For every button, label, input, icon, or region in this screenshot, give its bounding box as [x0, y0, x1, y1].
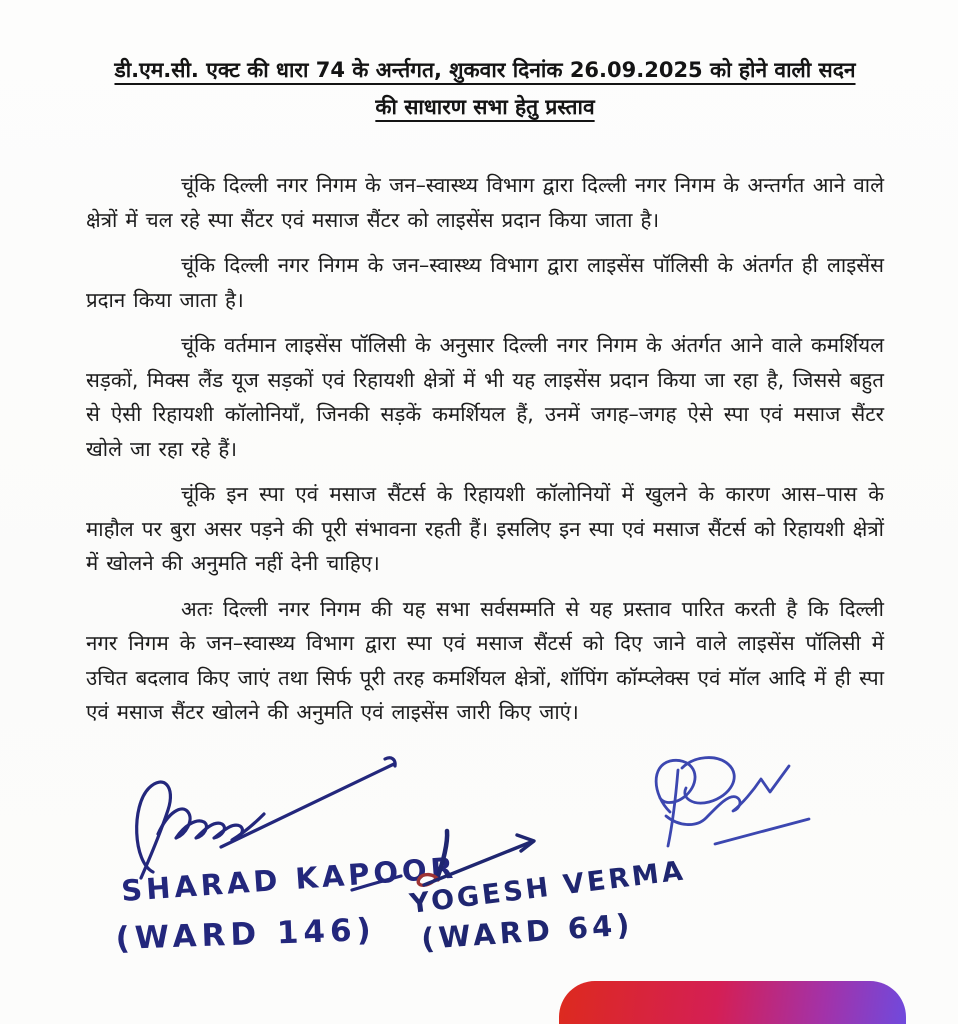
paragraph-1: चूंकि दिल्ली नगर निगम के जन–स्वास्थ्य विभाग द्वारा दिल्ली नगर निगम के अन्तर्गत आने वाले क्षेत्रों में चल रहे स्पा सैंटर एवं मसाज सैंटर को लाइसेंस प्रदान किया जाता है। [86, 173, 884, 232]
yogesh-arrowhead-icon [517, 835, 534, 851]
paragraph-4: चूंकि इन स्पा एवं मसाज सैंटर्स के रिहायशी कॉलोनियों में खुलने के कारण आस–पास के माहौल पर बुरा असर पड़ने की पूरी संभावना रहती हैं। इसलिए इन स्पा एवं मसाज सैंटर्स को रिहायशी क्षेत्रों में खोलने की अनुमति नहीं देनी चाहिए। [86, 482, 884, 575]
blue-scrawl-stem-icon [668, 770, 678, 846]
yogesh-arrow-stroke-icon [424, 842, 531, 885]
signature-name-1: SHARAD KAPOOR [120, 850, 459, 908]
sharad-cursive-scrawl-icon [137, 782, 171, 878]
signature-ward-2: (WARD 64) [420, 907, 635, 956]
sharad-slash-hook-icon [385, 758, 395, 766]
paragraph-5: अतः दिल्ली नगर निगम की यह सभा सर्वसम्मति से यह प्रस्ताव पारित करती है कि दिल्ली नगर निगम के जन–स्वास्थ्य विभाग द्वारा स्पा एवं मसाज सैंटर्स को दिए जाने वाले लाइसेंस पॉलिसी में उचित बदलाव किए जाएं तथा सिर्फ पूरी तरह कमर्शियल क्षेत्रों, शॉपिंग कॉम्प्लेक्स एवं मॉल आदि में ही स्पा एवं मसाज सैंटर खोलने की अनुमति एवं लाइसेंस जारी किए जाएं। [86, 596, 884, 724]
sharad-slash-stroke-icon [221, 764, 394, 847]
sharad-cursive-scrawl-icon [158, 809, 264, 840]
sharad-tail-stroke-icon [352, 876, 401, 890]
blue-scrawl-underline-icon [715, 819, 809, 844]
signature-ward-1: (WARD 146) [115, 911, 377, 957]
signature-blue-scrawl [656, 758, 809, 846]
paragraph-3: चूंकि वर्तमान लाइसेंस पॉलिसी के अनुसार दिल्ली नगर निगम के अंतर्गत आने वाले कमर्शियल सड़कों, मिक्स लैंड यूज सड़कों एवं रिहायशी क्षेत्रों में भी यह लाइसेंस प्रदान किया जा रहा है, जिससे बहुत से ऐसी रिहायशी कॉलोनियाँ, जिनकी सड़कें कमर्शियल हैं, उनमें जगह–जगह ऐसे स्पा एवं मसाज सैंटर खोले जा रहा रहे हैं। [86, 333, 884, 461]
document-title [86, 52, 884, 126]
signature-yogesh-verma [418, 831, 534, 885]
signature-name-2: YOGESH VERMA [408, 855, 688, 920]
title-line-1: डी.एम.सी. एक्ट की धारा 74 के अर्न्तगत, शुकवार दिनांक 26.09.2025 को होने वाली सदन [114, 58, 856, 82]
yogesh-pen-nib-icon [418, 875, 438, 886]
title-line-2: की साधारण सभा हेतु प्रस्ताव [375, 95, 595, 119]
blue-scrawl-squiggle-icon [666, 766, 789, 825]
signature-sharad-kapoor [137, 758, 401, 890]
gradient-action-button[interactable] [559, 981, 906, 1024]
yogesh-pen-stem-icon [438, 831, 447, 876]
blue-scrawl-loop2-icon [682, 758, 734, 803]
paragraph-2: चूंकि दिल्ली नगर निगम के जन–स्वास्थ्य विभाग द्वारा लाइसेंस पॉलिसी के अंतर्गत ही लाइसेंस प्रदान किया जाता है। [86, 253, 884, 312]
blue-scrawl-loop-icon [656, 760, 695, 812]
